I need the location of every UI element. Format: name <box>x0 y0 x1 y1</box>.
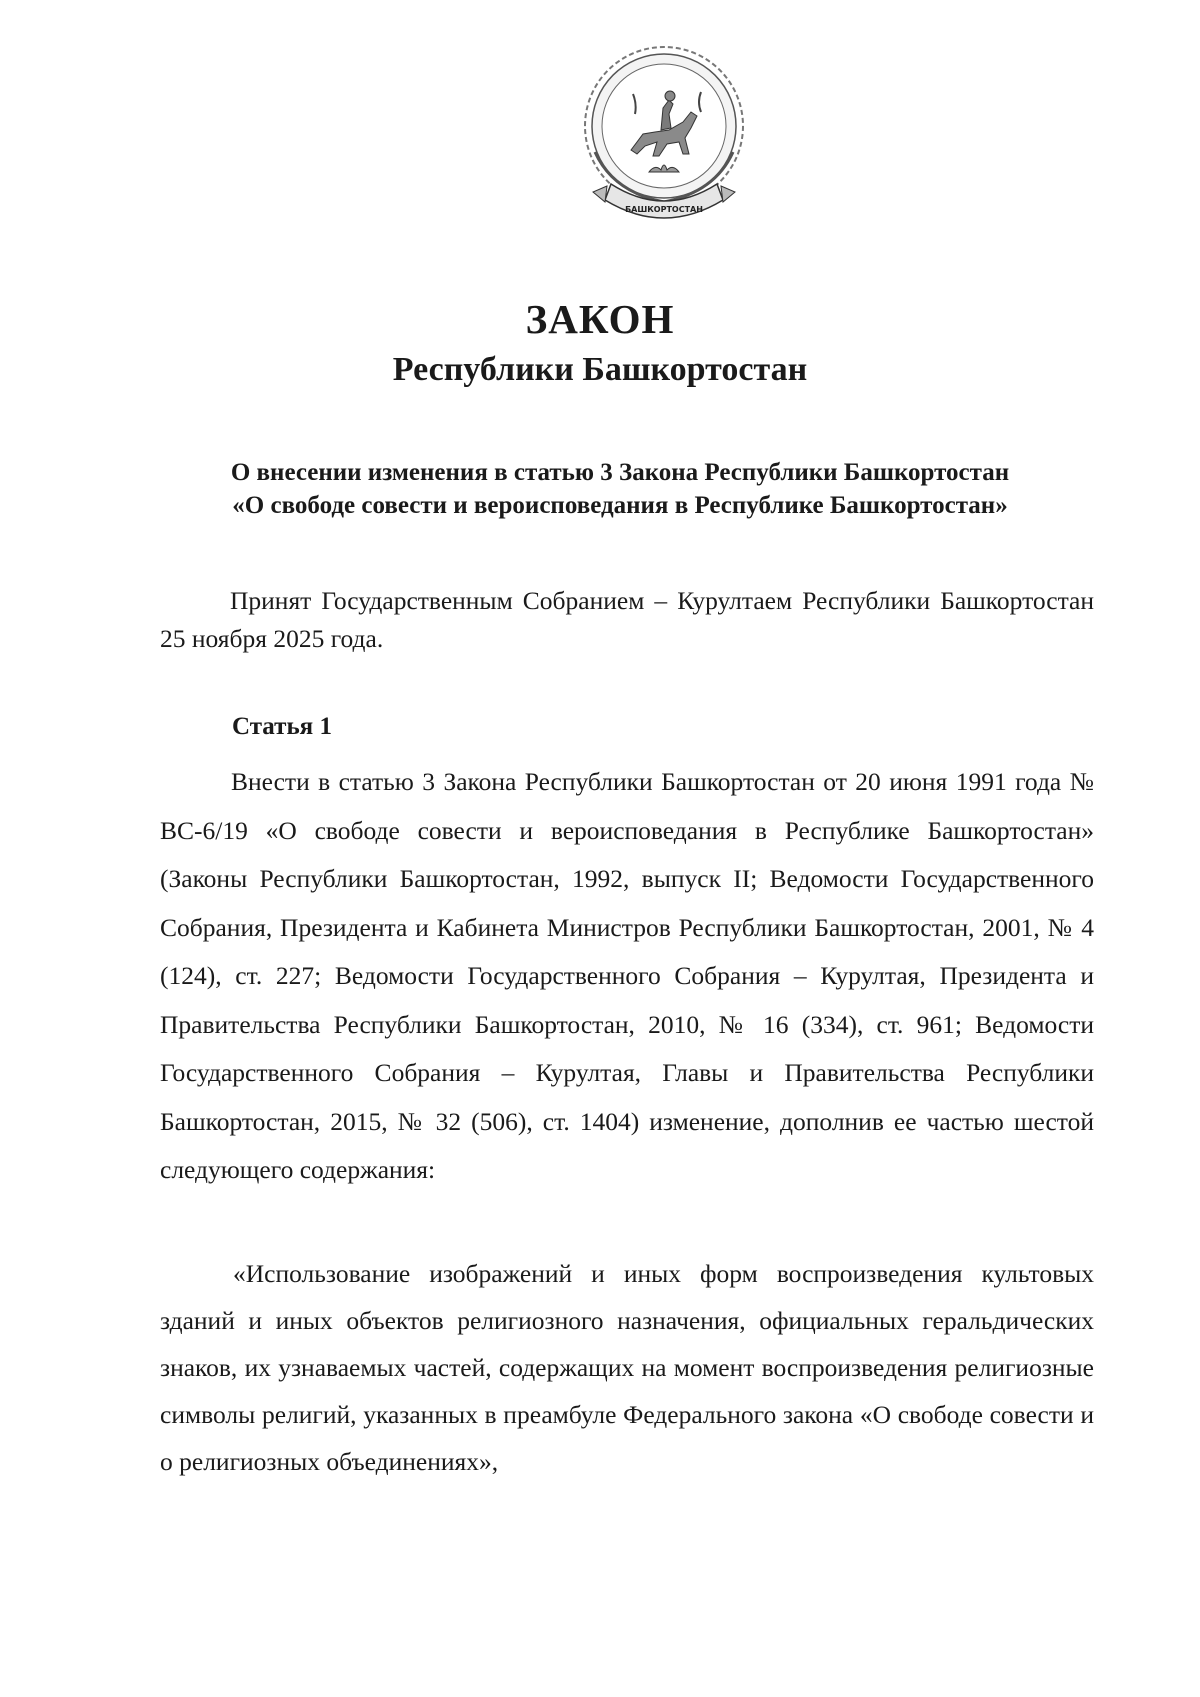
document-title: ЗАКОН <box>525 296 675 342</box>
document-subtitle: Республики Башкортостан <box>392 351 808 388</box>
law-name-line-1: О внесении изменения в статью 3 Закона Республики Башкортостан <box>230 459 1010 486</box>
law-name-line-2: «О свободе совести и вероисповедания в Республике Башкортостан» <box>232 492 1008 519</box>
article-quote: «Использование изображений и иных форм воспроизведения культовых зданий и иных объектов религиозного назначения, официальных геральдических знаков, их узнаваемых частей, содержащих на момент воспроизведения религиозные символы религий, указанных в преамбуле Федерального закона «О свободе совести и о религиозных объединениях», <box>160 1259 1094 1476</box>
law-name <box>150 456 1090 522</box>
adoption-statement: Принят Государственным Собранием – Курултаем Республики Башкортостан 25 ноября 2025 года. <box>160 586 1094 653</box>
article-text: Внести в статью 3 Закона Республики Башкортостан от 20 июня 1991 года № ВС-6/19 «О свободе совести и вероисповедания в Республике Башкортостан» (Законы Республики Башкортостан, 1992, выпуск II; Ведомости Государственного Собрания, Президента и Кабинета Министров Республики Башкортостан, 2001, № 4 (124), ст. 227; Ведомости Государственного Собрания – Курултая, Президента и Правительства Республики Башкортостан, 2010, № 16 (334), ст. 961; Ведомости Государственного Собрания – Курултая, Главы и Правительства Республики Башкортостан, 2015, № 32 (506), ст. 1404) изменение, дополнив ее частью шестой следующего содержания: <box>160 767 1094 1184</box>
coat-of-arms-icon <box>573 42 755 238</box>
emblem-ribbon-text: БАШКОРТОСТАН <box>625 205 703 214</box>
article-heading: Статья 1 <box>232 713 332 740</box>
